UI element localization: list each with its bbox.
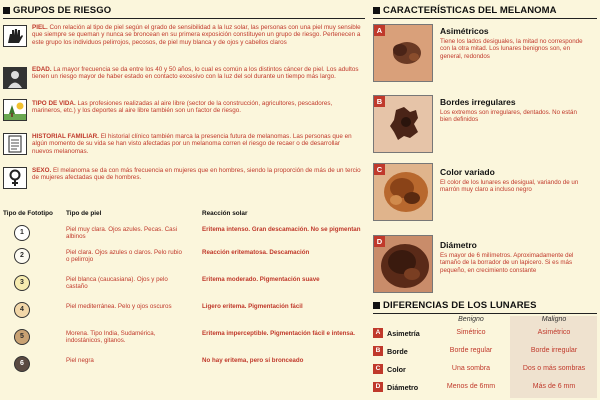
fototipo-number: 5	[14, 329, 30, 345]
melanoma-item-title: Diámetro	[440, 240, 477, 250]
header-fototipo: Tipo de Fototipo	[3, 210, 53, 217]
risk-sexo: SEXO. El melanoma se da con más frecuencia en mujeres que en hombres, siendo la proporción de más de un tercio de mujeres afectadas que de hombres.	[32, 167, 361, 182]
col-benigno: Benigno	[458, 316, 484, 323]
fototipo-number: 1	[14, 225, 30, 241]
fototipo-number: 6	[14, 356, 30, 372]
skin-type: Piel blanca (caucasiana). Ojos y pelo castaño	[66, 276, 168, 291]
melanoma-title: CARACTERÍSTICAS DEL MELANOMA	[383, 5, 557, 16]
table-row	[2, 273, 362, 295]
melanoma-item-title: Color variado	[440, 167, 495, 177]
risk-tipo-vida: TIPO DE VIDA. Las profesiones realizadas al aire libre (sector de la construcción, agricultores, pescadores, marineros, etc.) y los deportes al aire libre también son un factor de riesgo.	[32, 100, 333, 115]
hand-icon	[3, 25, 27, 47]
divider	[373, 313, 597, 314]
table-row	[373, 379, 597, 396]
melanoma-item-desc: Tiene los lados desiguales, la mitad no corresponde con la otra mitad. Los lunares benignos son, en general, redondos	[440, 38, 583, 60]
diff-label: Color	[387, 365, 406, 374]
sun-tree-icon	[3, 99, 27, 121]
divider	[373, 18, 597, 19]
diff-letter: C	[373, 364, 383, 374]
table-row	[373, 325, 597, 342]
table-row	[2, 327, 362, 349]
risk-historial: HISTORIAL FAMILIAR. El historial clínico también marca la presencia futura de melanomas. Las personas que en algún momento de su vida se han visto afectadas por un melanoma corren el riesgo de recaer o de desarrollar nuevos melanomas.	[32, 133, 352, 155]
header-reaccion: Reacción solar	[202, 210, 248, 217]
section-marker	[373, 7, 380, 14]
melanoma-item-desc: El color de los lunares es desigual, variando de un marrón muy claro a incluso negro	[440, 179, 579, 194]
section-marker	[373, 302, 380, 309]
diff-benigno: Borde regular	[449, 347, 493, 354]
diferencias-title: DIFERENCIAS DE LOS LUNARES	[383, 300, 537, 311]
risk-edad: EDAD. La mayor frecuencia se da entre los 40 y 50 años, lo cual es común a los distintos cáncer de piel. Los adultos tienen un riesgo mayor de haber estado en contacto excesivo con la luz del sol durante un tiempo más largo.	[32, 66, 359, 81]
melanoma-image-color	[373, 163, 433, 221]
table-row	[373, 343, 597, 360]
table-row	[2, 246, 362, 268]
melanoma-item-desc: Los extremos son irregulares, dentados. No están bien definidos	[440, 109, 577, 124]
diff-benigno: Menos de 6mm	[446, 383, 496, 390]
melanoma-image-asymmetric	[373, 24, 433, 82]
table-row	[2, 300, 362, 322]
diff-maligno: Asimétrico	[537, 329, 571, 336]
sun-reaction: Eritema moderado. Pigmentación suave	[202, 276, 320, 283]
diff-letter: A	[373, 328, 383, 338]
table-row	[2, 354, 362, 376]
melanoma-image-borders	[373, 95, 433, 153]
document-icon	[3, 133, 27, 155]
diff-maligno: Más de 6 mm	[532, 383, 576, 390]
risk-title: GRUPOS DE RIESGO	[13, 5, 112, 16]
skin-type: Piel mediterránea. Pelo y ojos oscuros	[66, 303, 172, 310]
section-marker	[3, 7, 10, 14]
sun-reaction: Ligero eritema. Pigmentación fácil	[202, 303, 303, 310]
fototipo-number: 2	[14, 248, 30, 264]
skin-type: Piel negra	[66, 357, 94, 364]
risk-piel: PIEL. Con relación al tipo de piel según el grado de sensibilidad a la luz solar, las personas con una piel muy sensible que siempre se queman y nunca se broncean en su primera exposición constituyen un grupo de riesgo. Pertenecen a este grupo los individuos pelirrojos, pecosos, de piel muy blanca y de ojos y cabellos claros	[32, 24, 361, 46]
skin-type: Morena. Tipo India, Sudamérica, indostánicos, gitanos.	[66, 330, 156, 345]
diff-letter: B	[373, 346, 383, 356]
diff-label: Diámetro	[387, 383, 419, 392]
sun-reaction: No hay eritema, pero sí bronceado	[202, 357, 304, 364]
diff-benigno: Una sombra	[451, 365, 491, 372]
table-row	[2, 223, 362, 245]
diff-letter: D	[373, 382, 383, 392]
sun-reaction: Eritema intenso. Gran descamación. No se pigmentan	[202, 226, 361, 233]
diff-maligno: Dos o más sombras	[522, 365, 586, 372]
table-row	[373, 361, 597, 378]
melanoma-letter: C	[374, 164, 385, 175]
melanoma-image-diameter	[373, 235, 433, 293]
col-maligno: Maligno	[541, 316, 567, 323]
skin-type: Piel clara. Ojos azules o claros. Pelo rubio o pelirrojo	[66, 249, 182, 264]
melanoma-item-desc: Es mayor de 6 milímetros. Aproximadamente del tamaño de la borrador de un lapicero. Si es más pequeño, en crecimiento constante	[440, 252, 574, 274]
person-icon	[3, 67, 27, 89]
melanoma-item-title: Asimétricos	[440, 26, 489, 36]
melanoma-letter: B	[374, 96, 385, 107]
sun-reaction: Eritema imperceptible. Pigmentación fácil e intensa.	[202, 330, 356, 337]
melanoma-letter: A	[374, 25, 385, 36]
fototipo-number: 4	[14, 302, 30, 318]
header-tipo-piel: Tipo de piel	[66, 210, 102, 217]
diff-label: Asimetría	[387, 329, 420, 338]
diff-maligno: Borde irregular	[530, 347, 578, 354]
skin-type: Piel muy clara. Ojos azules. Pecas. Casi albinos	[66, 226, 178, 241]
divider	[3, 18, 365, 19]
sun-reaction: Reacción eritematosa. Descamación	[202, 249, 310, 256]
diff-label: Borde	[387, 347, 408, 356]
melanoma-letter: D	[374, 236, 385, 247]
female-symbol-icon	[3, 167, 27, 189]
melanoma-item-title: Bordes irregulares	[440, 97, 516, 107]
fototipo-number: 3	[14, 275, 30, 291]
diff-benigno: Simétrico	[456, 329, 486, 336]
